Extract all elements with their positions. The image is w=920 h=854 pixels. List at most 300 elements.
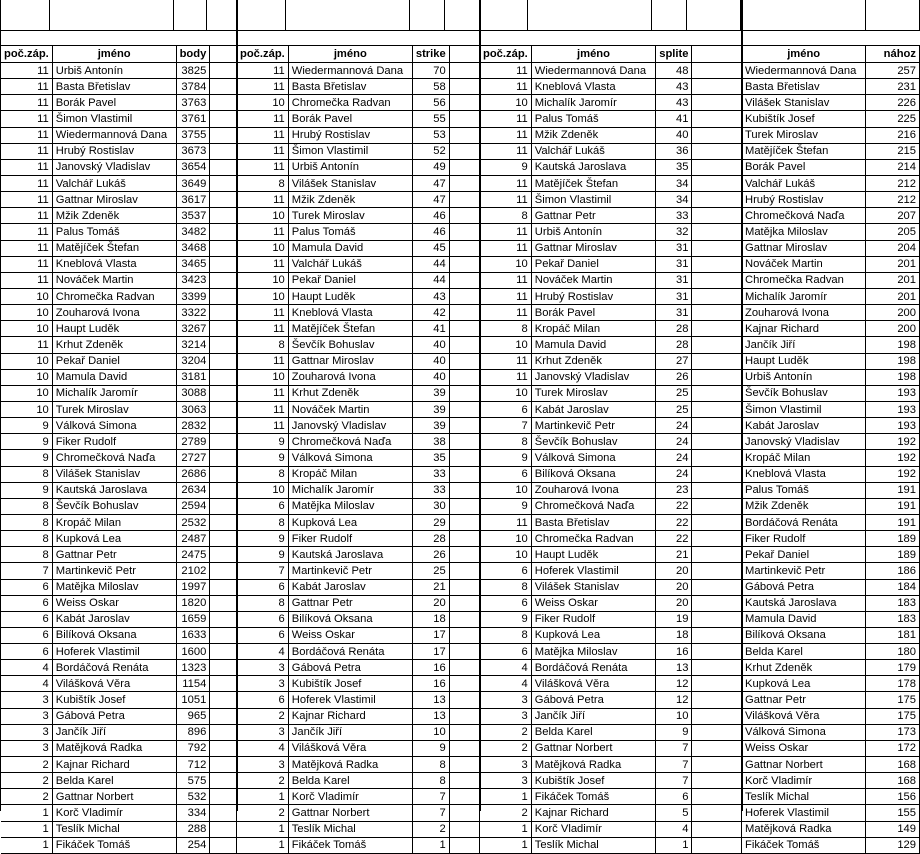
table-row bbox=[1, 514, 237, 530]
value-cell: 155 bbox=[866, 805, 920, 821]
table-row bbox=[1, 531, 237, 547]
blank-cell bbox=[210, 434, 237, 450]
value-cell: 11 bbox=[1, 63, 52, 79]
table-row bbox=[1, 79, 237, 95]
blank-cell bbox=[210, 724, 237, 740]
player-name-cell: Krhut Zdeněk bbox=[288, 385, 412, 401]
value-cell: 1 bbox=[237, 821, 288, 837]
blank-cell bbox=[692, 563, 742, 579]
value-cell: 201 bbox=[866, 288, 920, 304]
player-name-cell: Gattnar Norbert bbox=[742, 757, 866, 773]
value-cell: 191 bbox=[866, 482, 920, 498]
player-name-cell: Korč Vladimír bbox=[531, 821, 655, 837]
value-cell: 11 bbox=[480, 63, 531, 79]
value-cell: 192 bbox=[866, 466, 920, 482]
player-name-cell: Matějka Miloslav bbox=[742, 224, 866, 240]
player-name-cell: Kajnar Richard bbox=[52, 757, 176, 773]
blank-cell bbox=[449, 482, 479, 498]
table-row bbox=[237, 805, 480, 821]
player-name-cell: Gattnar Norbert bbox=[531, 740, 655, 756]
value-cell: 2789 bbox=[176, 434, 210, 450]
blank-cell bbox=[692, 498, 742, 514]
value-cell: 226 bbox=[866, 95, 920, 111]
value-cell: 3 bbox=[1, 740, 52, 756]
blank-cell bbox=[692, 773, 742, 789]
value-cell: 1820 bbox=[176, 595, 210, 611]
value-cell: 1 bbox=[480, 821, 531, 837]
player-name-cell: Teslík Michal bbox=[531, 837, 655, 853]
table-row bbox=[742, 418, 920, 434]
player-name-cell: Kautská Jaroslava bbox=[742, 595, 866, 611]
table-row bbox=[480, 434, 742, 450]
blank-cell bbox=[449, 563, 479, 579]
player-name-cell: Haupt Luděk bbox=[531, 547, 655, 563]
value-cell: 34 bbox=[656, 192, 692, 208]
value-cell: 11 bbox=[1, 240, 52, 256]
value-cell: 129 bbox=[866, 837, 920, 853]
value-cell: 198 bbox=[866, 337, 920, 353]
value-cell: 4 bbox=[480, 660, 531, 676]
value-cell: 11 bbox=[480, 240, 531, 256]
value-cell: 8 bbox=[1, 466, 52, 482]
value-cell: 43 bbox=[656, 79, 692, 95]
blank-cell bbox=[210, 385, 237, 401]
blank-cell bbox=[210, 482, 237, 498]
value-cell: 231 bbox=[866, 79, 920, 95]
player-name-cell: Jančík Jiří bbox=[288, 724, 412, 740]
table-row bbox=[1, 175, 237, 191]
player-name-cell: Haupt Luděk bbox=[742, 353, 866, 369]
value-cell: 39 bbox=[412, 418, 449, 434]
player-name-cell: Palus Tomáš bbox=[742, 482, 866, 498]
table-row bbox=[1, 111, 237, 127]
value-cell: 334 bbox=[176, 805, 210, 821]
value-cell: 3649 bbox=[176, 175, 210, 191]
blank-cell bbox=[449, 514, 479, 530]
player-name-cell: Belda Karel bbox=[742, 644, 866, 660]
table-row bbox=[237, 385, 480, 401]
blank-cell bbox=[210, 305, 237, 321]
value-cell: 212 bbox=[866, 175, 920, 191]
blank-cell bbox=[692, 272, 742, 288]
value-cell: 11 bbox=[480, 175, 531, 191]
blank-cell bbox=[692, 482, 742, 498]
value-cell: 1633 bbox=[176, 627, 210, 643]
player-name-cell: Belda Karel bbox=[531, 724, 655, 740]
table-row bbox=[237, 676, 480, 692]
blank-cell bbox=[210, 498, 237, 514]
player-name-cell: Martinkevič Petr bbox=[742, 563, 866, 579]
value-cell: 40 bbox=[412, 369, 449, 385]
value-cell: 11 bbox=[237, 305, 288, 321]
player-name-cell: Vilášek Stanislav bbox=[742, 95, 866, 111]
blank-cell bbox=[692, 127, 742, 143]
value-cell: 254 bbox=[176, 837, 210, 853]
table-row bbox=[480, 708, 742, 724]
table-row bbox=[742, 757, 920, 773]
player-name-cell: Kubištík Josef bbox=[531, 773, 655, 789]
blank-cell bbox=[692, 79, 742, 95]
table-row bbox=[1, 579, 237, 595]
blank-cell bbox=[692, 611, 742, 627]
value-cell: 20 bbox=[656, 563, 692, 579]
player-name-cell: Kajnar Richard bbox=[531, 805, 655, 821]
table-row bbox=[742, 821, 920, 837]
value-cell: 3 bbox=[237, 724, 288, 740]
column-header-pozp: poč.záp. bbox=[1, 46, 52, 63]
blank-cell bbox=[174, 0, 207, 31]
value-cell: 12 bbox=[656, 676, 692, 692]
table-row bbox=[237, 208, 480, 224]
blank-cell bbox=[449, 692, 479, 708]
player-name-cell: Kropáč Milan bbox=[288, 466, 412, 482]
table-row bbox=[480, 579, 742, 595]
blank-cell bbox=[692, 724, 742, 740]
value-cell: 3468 bbox=[176, 240, 210, 256]
value-cell: 11 bbox=[1, 224, 52, 240]
blank-cell bbox=[449, 837, 479, 853]
value-cell: 25 bbox=[656, 401, 692, 417]
value-cell: 46 bbox=[412, 224, 449, 240]
player-name-cell: Vilášková Věra bbox=[531, 676, 655, 692]
player-name-cell: Mžik Zdeněk bbox=[742, 498, 866, 514]
value-cell: 11 bbox=[1, 337, 52, 353]
table-row bbox=[742, 353, 920, 369]
value-cell: 35 bbox=[656, 159, 692, 175]
table-row bbox=[237, 95, 480, 111]
value-cell: 20 bbox=[412, 595, 449, 611]
blank-cell bbox=[210, 660, 237, 676]
value-cell: 2 bbox=[1, 757, 52, 773]
table-row bbox=[237, 773, 480, 789]
value-cell: 47 bbox=[412, 175, 449, 191]
blank-cell bbox=[210, 337, 237, 353]
blank-cell bbox=[449, 789, 479, 805]
blank-cell bbox=[692, 208, 742, 224]
value-cell: 1 bbox=[480, 789, 531, 805]
value-cell: 2 bbox=[237, 805, 288, 821]
value-cell: 18 bbox=[412, 611, 449, 627]
player-name-cell: Valchář Lukáš bbox=[742, 175, 866, 191]
player-name-cell: Chromečková Naďa bbox=[288, 434, 412, 450]
value-cell: 46 bbox=[412, 208, 449, 224]
value-cell: 10 bbox=[480, 547, 531, 563]
value-cell: 10 bbox=[1, 353, 52, 369]
blank-cell bbox=[210, 288, 237, 304]
table-row bbox=[480, 805, 742, 821]
value-cell: 26 bbox=[412, 547, 449, 563]
table-row bbox=[1, 337, 237, 353]
player-name-cell: Kautská Jaroslava bbox=[288, 547, 412, 563]
table-row bbox=[1, 240, 237, 256]
value-cell: 8 bbox=[480, 321, 531, 337]
value-cell: 6 bbox=[480, 595, 531, 611]
blank-cell bbox=[449, 321, 479, 337]
value-cell: 712 bbox=[176, 757, 210, 773]
value-cell: 11 bbox=[1, 95, 52, 111]
table-row bbox=[480, 208, 742, 224]
blank-cell bbox=[449, 434, 479, 450]
blank-cell bbox=[449, 450, 479, 466]
table-row bbox=[480, 79, 742, 95]
table-row bbox=[742, 111, 920, 127]
table-row bbox=[742, 789, 920, 805]
player-name-cell: Kajnar Richard bbox=[742, 321, 866, 337]
table-row bbox=[742, 563, 920, 579]
value-cell: 10 bbox=[480, 337, 531, 353]
blank-cell bbox=[692, 837, 742, 853]
player-name-cell: Mamula David bbox=[52, 369, 176, 385]
table-row bbox=[742, 482, 920, 498]
blank-cell bbox=[210, 450, 237, 466]
table-row bbox=[480, 143, 742, 159]
value-cell: 56 bbox=[412, 95, 449, 111]
blank-cell bbox=[210, 547, 237, 563]
value-cell: 156 bbox=[866, 789, 920, 805]
table-row bbox=[237, 708, 480, 724]
table-row bbox=[1, 563, 237, 579]
table-row bbox=[237, 724, 480, 740]
table-row bbox=[237, 611, 480, 627]
value-cell: 191 bbox=[866, 498, 920, 514]
table-row bbox=[237, 531, 480, 547]
value-cell: 180 bbox=[866, 644, 920, 660]
table-row bbox=[480, 611, 742, 627]
value-cell: 8 bbox=[237, 337, 288, 353]
value-cell: 8 bbox=[412, 773, 449, 789]
table-row bbox=[1, 482, 237, 498]
player-name-cell: Haupt Luděk bbox=[52, 321, 176, 337]
table-row bbox=[1, 692, 237, 708]
player-name-cell: Zouharová Ivona bbox=[742, 305, 866, 321]
value-cell: 9 bbox=[1, 482, 52, 498]
blank-cell bbox=[449, 63, 479, 79]
table-row bbox=[742, 272, 920, 288]
player-name-cell: Martinkevič Petr bbox=[531, 418, 655, 434]
table-row bbox=[742, 63, 920, 79]
value-cell: 11 bbox=[480, 305, 531, 321]
value-cell: 193 bbox=[866, 418, 920, 434]
player-name-cell: Weiss Oskar bbox=[52, 595, 176, 611]
blank-cell bbox=[449, 805, 479, 821]
player-name-cell: Matějka Miloslav bbox=[288, 498, 412, 514]
table-row bbox=[237, 692, 480, 708]
player-name-cell: Matějková Radka bbox=[52, 740, 176, 756]
player-name-cell: Kupková Lea bbox=[288, 514, 412, 530]
player-name-cell: Gattnar Miroslav bbox=[52, 192, 176, 208]
value-cell: 4 bbox=[656, 821, 692, 837]
blank-cell bbox=[210, 595, 237, 611]
blank-cell bbox=[692, 240, 742, 256]
player-name-cell: Borák Pavel bbox=[288, 111, 412, 127]
table-row bbox=[1, 789, 237, 805]
player-name-cell: Gattnar Norbert bbox=[52, 789, 176, 805]
blank-cell bbox=[692, 192, 742, 208]
value-cell: 8 bbox=[480, 208, 531, 224]
player-name-cell: Vilášek Stanislav bbox=[531, 579, 655, 595]
value-cell: 31 bbox=[656, 272, 692, 288]
player-name-cell: Pekař Daniel bbox=[52, 353, 176, 369]
value-cell: 198 bbox=[866, 369, 920, 385]
value-cell: 1 bbox=[1, 821, 52, 837]
value-cell: 201 bbox=[866, 256, 920, 272]
blank-cell bbox=[449, 208, 479, 224]
blank-cell bbox=[449, 305, 479, 321]
table-row bbox=[1, 773, 237, 789]
value-cell: 216 bbox=[866, 127, 920, 143]
blank-cell bbox=[449, 385, 479, 401]
table-row bbox=[480, 627, 742, 643]
table-row bbox=[480, 514, 742, 530]
player-name-cell: Palus Tomáš bbox=[52, 224, 176, 240]
value-cell: 9 bbox=[237, 434, 288, 450]
blank-cell bbox=[449, 708, 479, 724]
blank-cell bbox=[210, 208, 237, 224]
blank-cell bbox=[210, 821, 237, 837]
blank-cell bbox=[210, 95, 237, 111]
blank-cell bbox=[210, 46, 237, 63]
value-cell: 8 bbox=[1, 531, 52, 547]
table-row bbox=[237, 256, 480, 272]
blank-cell bbox=[210, 143, 237, 159]
blank-cell bbox=[449, 627, 479, 643]
table-row bbox=[742, 708, 920, 724]
player-name-cell: Gábová Petra bbox=[531, 692, 655, 708]
player-name-cell: Hrubý Rostislav bbox=[52, 143, 176, 159]
player-name-cell: Weiss Oskar bbox=[288, 627, 412, 643]
table-row bbox=[1, 757, 237, 773]
player-name-cell: Kupková Lea bbox=[531, 627, 655, 643]
value-cell: 11 bbox=[237, 127, 288, 143]
value-cell: 288 bbox=[176, 821, 210, 837]
value-cell: 9 bbox=[480, 611, 531, 627]
table-row bbox=[237, 789, 480, 805]
player-name-cell: Mžik Zdeněk bbox=[52, 208, 176, 224]
value-cell: 1997 bbox=[176, 579, 210, 595]
value-cell: 2 bbox=[1, 773, 52, 789]
player-name-cell: Chromečka Radvan bbox=[52, 288, 176, 304]
player-name-cell: Fikáček Tomáš bbox=[288, 837, 412, 853]
value-cell: 44 bbox=[412, 272, 449, 288]
value-cell: 189 bbox=[866, 547, 920, 563]
player-name-cell: Chromečka Radvan bbox=[288, 95, 412, 111]
player-name-cell: Teslík Michal bbox=[742, 789, 866, 805]
value-cell: 173 bbox=[866, 724, 920, 740]
table-row bbox=[237, 821, 480, 837]
table-row bbox=[237, 272, 480, 288]
value-cell: 11 bbox=[237, 143, 288, 159]
value-cell: 11 bbox=[1, 272, 52, 288]
value-cell: 24 bbox=[656, 450, 692, 466]
column-header-nhoz: nához bbox=[866, 46, 920, 63]
blank-cell bbox=[210, 563, 237, 579]
column-header-pozp: poč.záp. bbox=[480, 46, 531, 63]
value-cell: 11 bbox=[480, 514, 531, 530]
value-cell: 11 bbox=[237, 256, 288, 272]
table-row bbox=[480, 757, 742, 773]
blank-cell bbox=[692, 175, 742, 191]
blank-cell bbox=[210, 240, 237, 256]
blank-cell bbox=[449, 660, 479, 676]
table-row bbox=[742, 498, 920, 514]
table-row bbox=[480, 740, 742, 756]
table-row bbox=[742, 175, 920, 191]
player-name-cell: Basta Břetislav bbox=[742, 79, 866, 95]
player-name-cell: Kautská Jaroslava bbox=[52, 482, 176, 498]
value-cell: 3673 bbox=[176, 143, 210, 159]
value-cell: 8 bbox=[237, 175, 288, 191]
player-name-cell: Vilášková Věra bbox=[288, 740, 412, 756]
value-cell: 6 bbox=[480, 466, 531, 482]
blank-cell bbox=[449, 773, 479, 789]
player-name-cell: Zouharová Ivona bbox=[531, 482, 655, 498]
blank-cell bbox=[210, 321, 237, 337]
blank-cell bbox=[528, 0, 652, 31]
player-name-cell: Michalík Jaromír bbox=[742, 288, 866, 304]
blank-cell bbox=[692, 95, 742, 111]
player-name-cell: Vilášková Věra bbox=[52, 676, 176, 692]
value-cell: 1659 bbox=[176, 611, 210, 627]
player-name-cell: Mamula David bbox=[742, 611, 866, 627]
player-name-cell: Kubištík Josef bbox=[742, 111, 866, 127]
table-row bbox=[480, 240, 742, 256]
table-row bbox=[480, 724, 742, 740]
player-name-cell: Turek Miroslav bbox=[742, 127, 866, 143]
table-row bbox=[1, 644, 237, 660]
blank-cell bbox=[210, 272, 237, 288]
blank-cell bbox=[692, 547, 742, 563]
value-cell: 21 bbox=[412, 579, 449, 595]
blank-cell bbox=[1, 0, 50, 31]
player-name-cell: Fiker Rudolf bbox=[288, 531, 412, 547]
table-row bbox=[480, 256, 742, 272]
value-cell: 4 bbox=[237, 740, 288, 756]
blank-cell bbox=[449, 272, 479, 288]
table-strike bbox=[237, 46, 480, 854]
value-cell: 10 bbox=[237, 95, 288, 111]
player-name-cell: Mamula David bbox=[531, 337, 655, 353]
value-cell: 10 bbox=[480, 95, 531, 111]
value-cell: 11 bbox=[237, 353, 288, 369]
player-name-cell: Gattnar Petr bbox=[288, 595, 412, 611]
player-name-cell: Vilášek Stanislav bbox=[52, 466, 176, 482]
blank-cell bbox=[692, 789, 742, 805]
blank-cell bbox=[210, 757, 237, 773]
value-cell: 11 bbox=[480, 192, 531, 208]
player-name-cell: Válková Simona bbox=[742, 724, 866, 740]
player-name-cell: Kabát Jaroslav bbox=[742, 418, 866, 434]
blank-cell bbox=[449, 724, 479, 740]
player-name-cell: Mžik Zdeněk bbox=[531, 127, 655, 143]
value-cell: 3 bbox=[237, 676, 288, 692]
player-name-cell: Kupková Lea bbox=[52, 531, 176, 547]
player-name-cell: Kubištík Josef bbox=[52, 692, 176, 708]
value-cell: 8 bbox=[237, 595, 288, 611]
player-name-cell: Turek Miroslav bbox=[531, 385, 655, 401]
blank-cell bbox=[692, 353, 742, 369]
value-cell: 11 bbox=[237, 321, 288, 337]
blank-cell bbox=[210, 159, 237, 175]
blank-cell bbox=[692, 821, 742, 837]
column-header-name: jméno bbox=[742, 46, 866, 63]
player-name-cell: Chromečková Naďa bbox=[531, 498, 655, 514]
value-cell: 3267 bbox=[176, 321, 210, 337]
blank-cell bbox=[692, 434, 742, 450]
table-row bbox=[1, 611, 237, 627]
table-row bbox=[237, 547, 480, 563]
table-row bbox=[237, 127, 480, 143]
value-cell: 2832 bbox=[176, 418, 210, 434]
